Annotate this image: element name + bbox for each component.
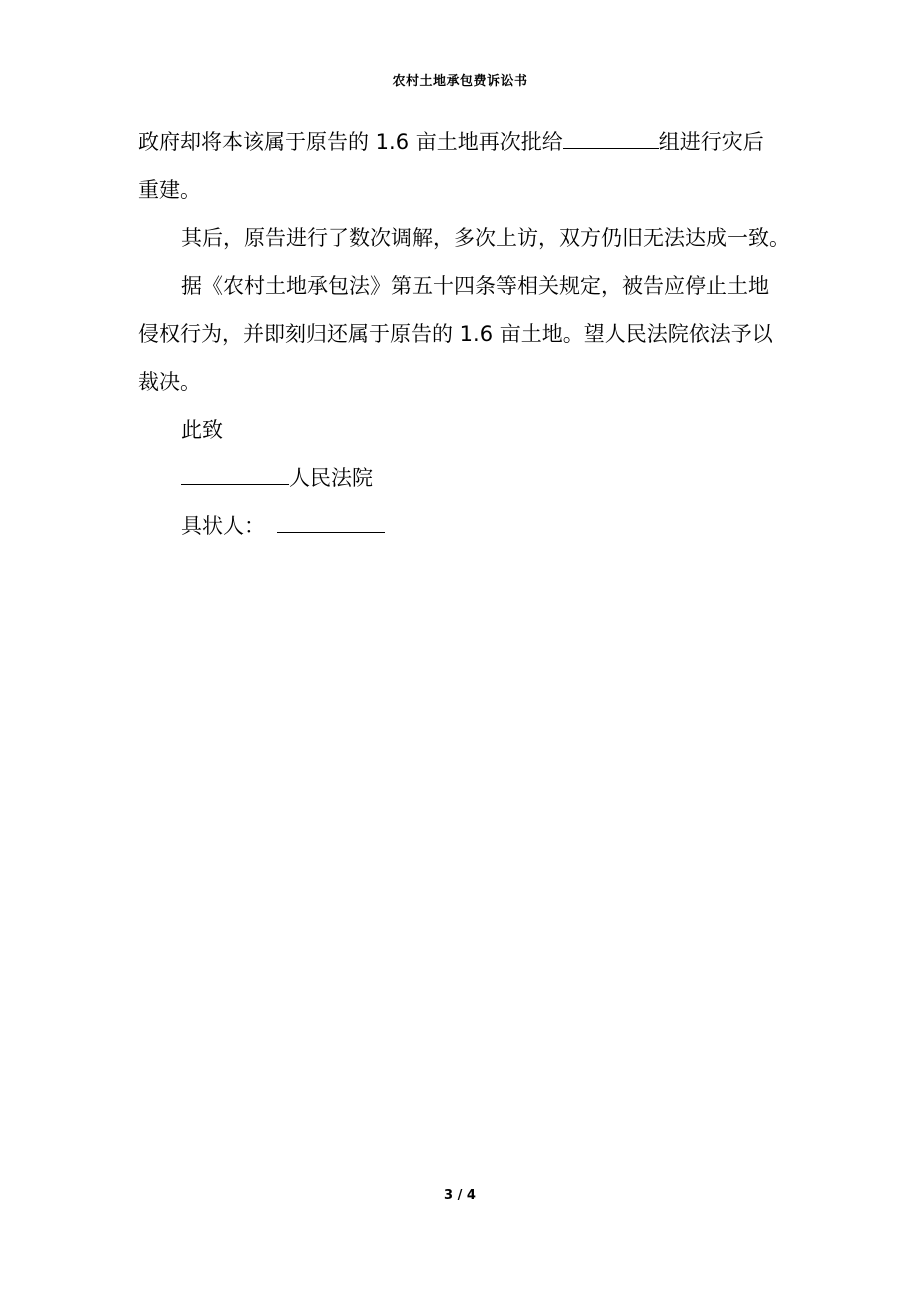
court-suffix: 人民法院	[289, 466, 373, 490]
paragraph-line	[138, 118, 782, 166]
signer-label: 具状人：	[181, 514, 265, 538]
document-body	[138, 118, 790, 550]
blank-field-signer-name	[277, 514, 385, 533]
paragraph-legal-basis-cont	[138, 310, 782, 406]
paragraph-line: 其后，原告进行了数次调解，多次上访，双方仍旧无法达成一致。	[181, 226, 790, 250]
paragraph-legal-basis	[138, 262, 782, 310]
paragraph-line: 据《农村土地承包法》第五十四条等相关规定，被告应停止土地	[181, 274, 769, 298]
text-segment: 政府却将本该属于原告的 1.6 亩土地再次批给	[138, 130, 563, 154]
paragraph-line: 侵权行为，并即刻归还属于原告的 1.6 亩土地。望人民法院依法予以	[138, 322, 773, 346]
blank-field-court-name	[181, 466, 289, 485]
page-number: 3 / 4	[444, 1188, 476, 1203]
blank-field-group-name	[563, 130, 659, 149]
salutation: 此致	[181, 418, 223, 442]
paragraph-government-approval	[138, 118, 782, 214]
paragraph-mediation	[138, 214, 790, 262]
text-segment: 组进行灾后	[658, 130, 764, 154]
paragraph-line: 重建。	[138, 178, 201, 202]
signer-line	[138, 502, 782, 550]
court-line	[138, 454, 782, 502]
document-header-title: 农村土地承包费诉讼书	[392, 74, 528, 89]
paragraph-line: 裁决。	[138, 370, 201, 394]
